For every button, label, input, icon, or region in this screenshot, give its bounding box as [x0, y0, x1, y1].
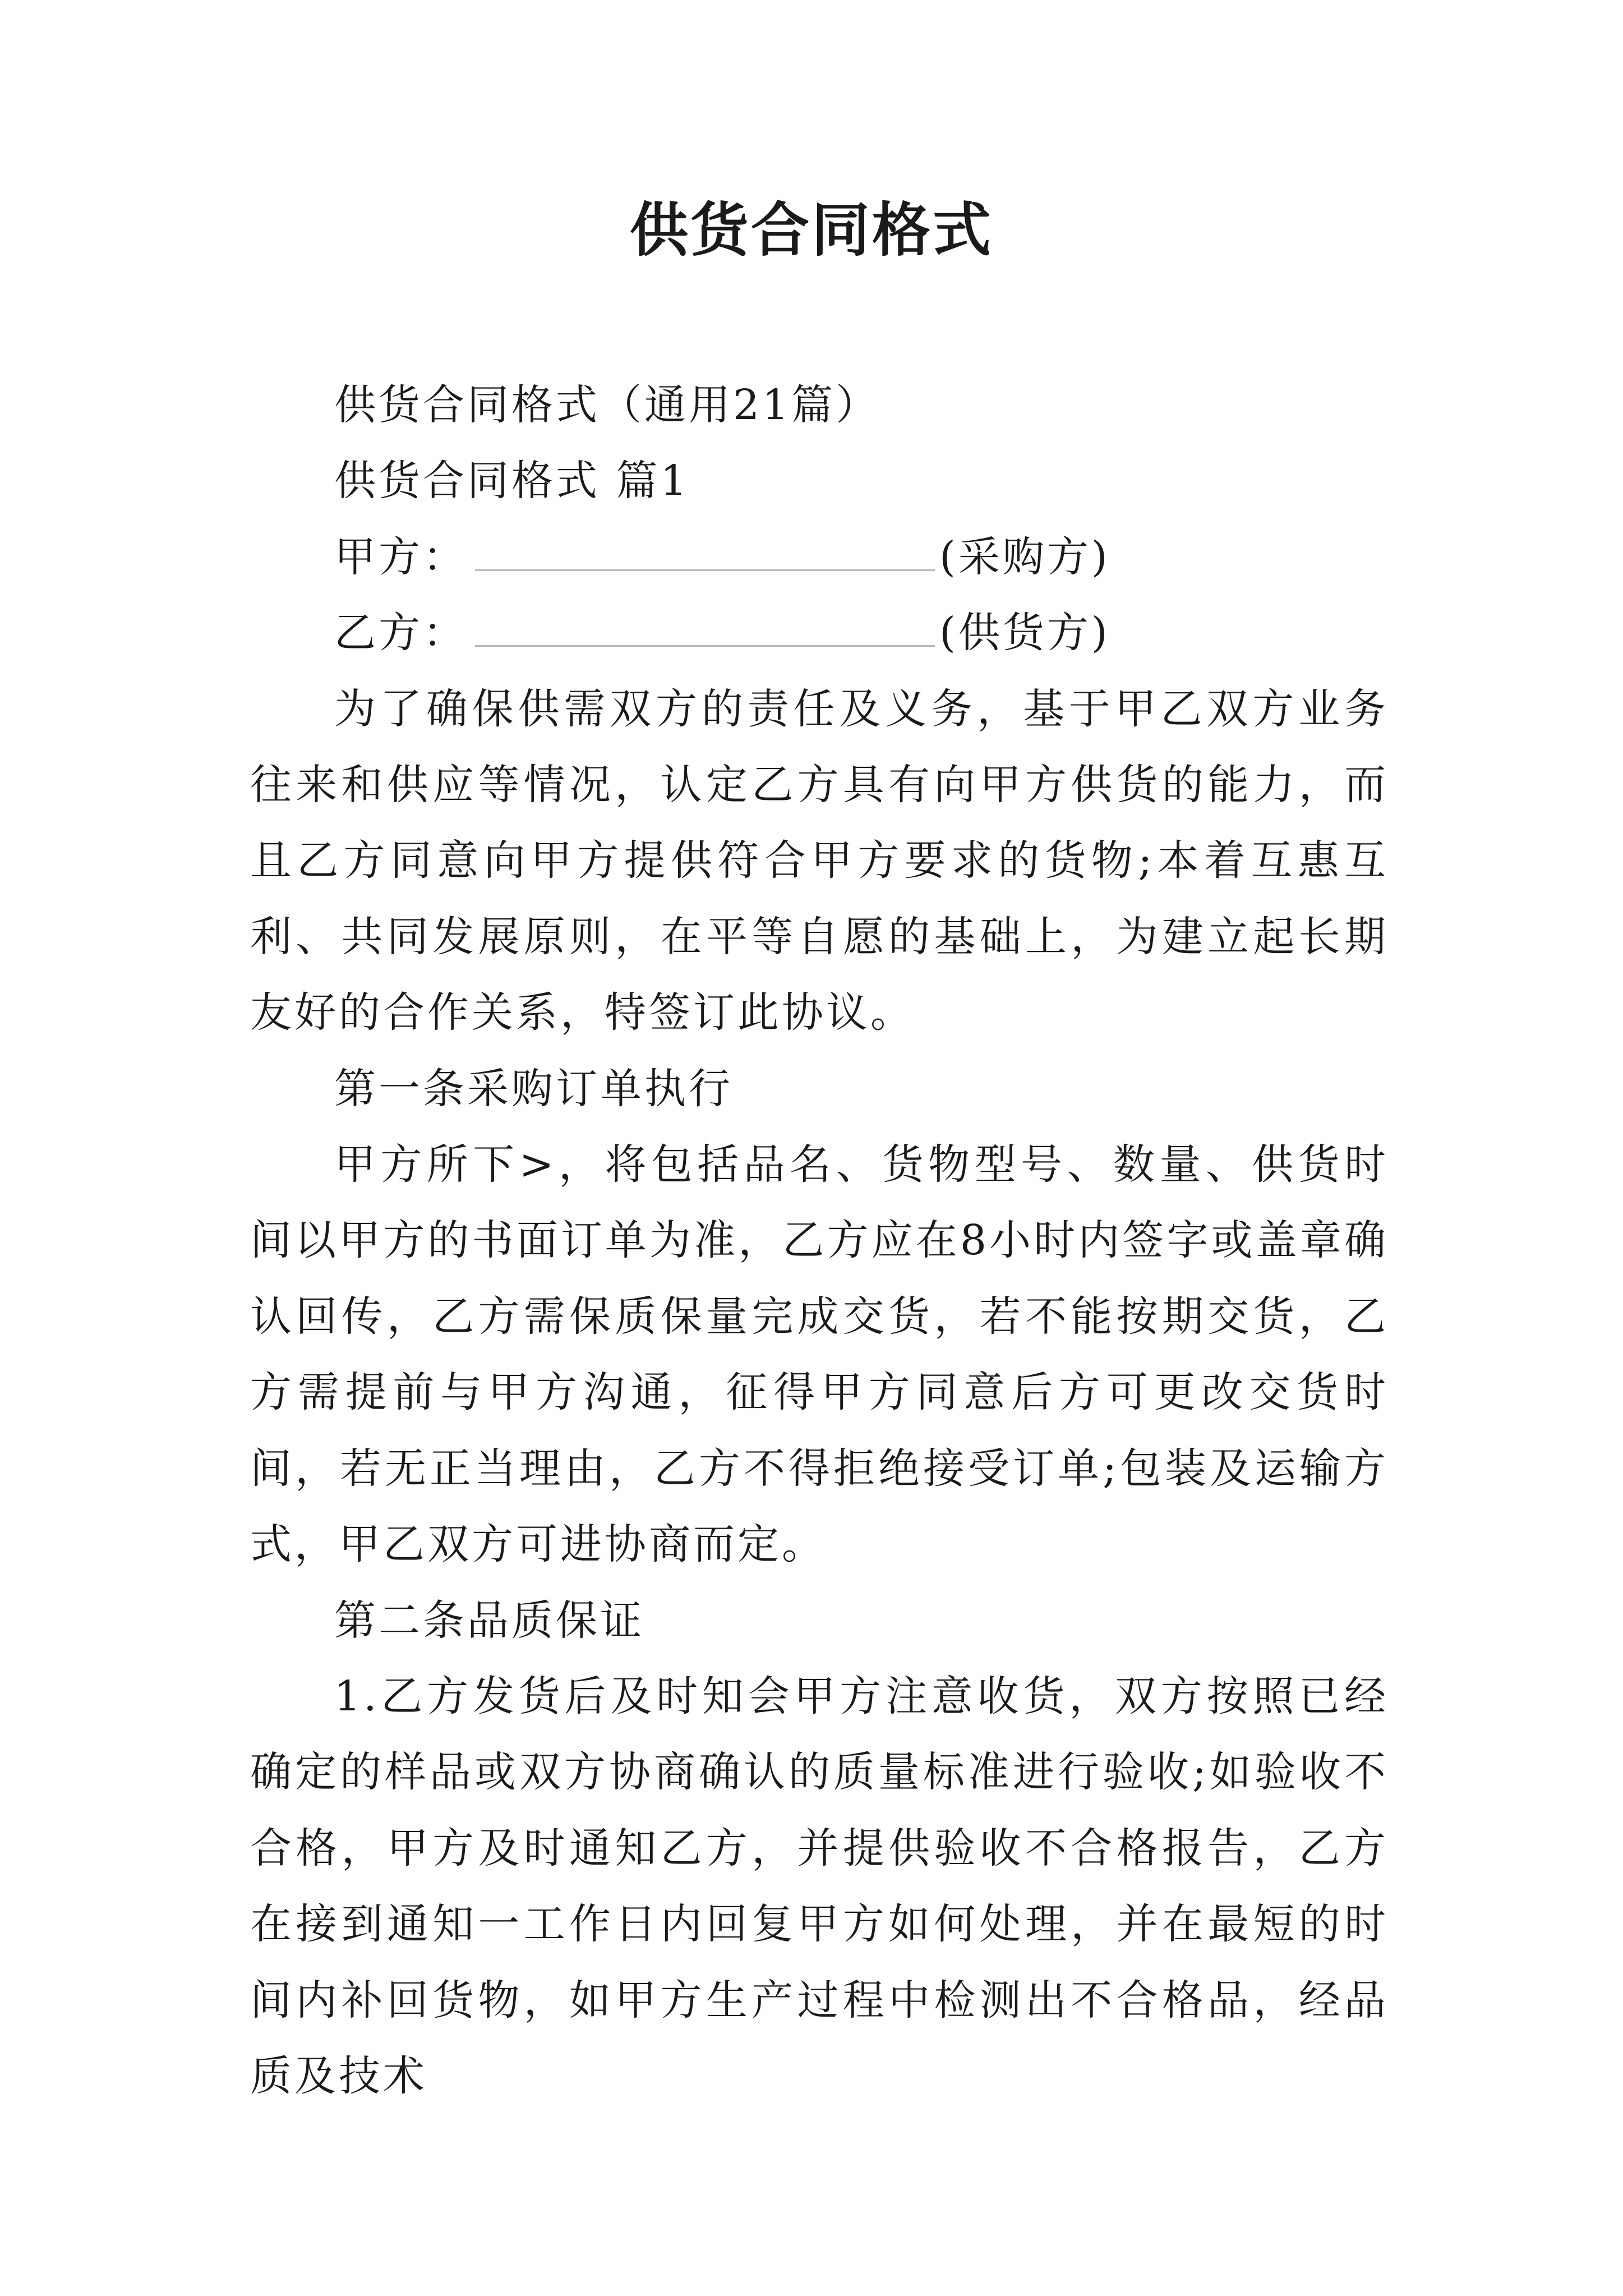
party-a-line: [250, 519, 1389, 595]
part-heading: 供货合同格式 篇1: [334, 457, 690, 505]
document-body: [250, 367, 1389, 2114]
party-b-blank: [475, 645, 935, 647]
article-2-heading: 第二条品质保证: [334, 1596, 644, 1645]
document-title: 供货合同格式: [629, 195, 993, 264]
party-a-label: 甲方：: [334, 532, 467, 581]
party-b-label: 乙方：: [334, 609, 467, 657]
party-b-line: [250, 595, 1389, 671]
article-2-item-1: 1.乙方发货后及时知会甲方注意收货，双方按照已经确定的样品或双方协商确认的质量标准进行验收;如验收不合格，甲方及时通知乙方，并提供验收不合格报告，乙方在接到通知一工作日内回复甲方如何处理，并在最短的时间内补回货物，如甲方生产过程中检测出不合格品，经品质及技术: [250, 1672, 1389, 2100]
document-subtitle: 供货合同格式（通用21篇）: [334, 381, 880, 429]
article-1-heading: 第一条采购订单执行: [334, 1064, 733, 1113]
party-b-role: (供货方): [939, 609, 1110, 657]
intro-paragraph: 为了确保供需双方的责任及义务，基于甲乙双方业务往来和供应等情况，认定乙方具有向甲方供货的能力，而且乙方同意向甲方提供符合甲方要求的货物;本着互惠互利、共同发展原则，在平等自愿的基础上，为建立起长期友好的合作关系，特签订此协议。: [250, 684, 1389, 1037]
party-a-role: (采购方): [939, 532, 1110, 581]
party-a-blank: [475, 569, 935, 571]
article-1-paragraph: 甲方所下>，将包括品名、货物型号、数量、供货时间以甲方的书面订单为准，乙方应在8小时内签字或盖章确认回传，乙方需保质保量完成交货，若不能按期交货，乙方需提前与甲方沟通，征得甲方同意后方可更改交货时间，若无正当理由，乙方不得拒绝接受订单;包装及运输方式，甲乙双方可进协商而定。: [250, 1140, 1389, 1569]
